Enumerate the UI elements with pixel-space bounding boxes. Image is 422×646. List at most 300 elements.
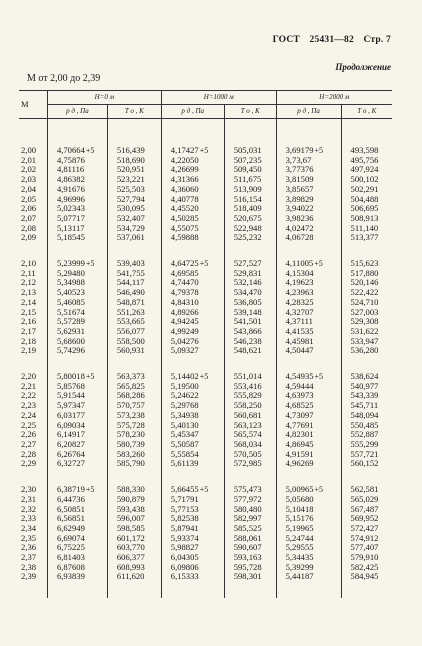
pressure-value: 5,40130 <box>170 419 199 430</box>
exponent-label <box>85 572 86 581</box>
temperature-cell: 560,152 <box>341 459 392 469</box>
pressure-value: 5,82538 <box>170 513 199 524</box>
exponent-label <box>199 204 200 213</box>
exponent-label <box>85 505 86 514</box>
exponent-label <box>314 337 315 346</box>
temperature-cell: 611,620 <box>107 572 161 582</box>
mach-cell: 2,03 <box>21 174 37 185</box>
exponent-label <box>85 233 86 242</box>
exponent-label <box>199 534 200 543</box>
temperature-cell: 493,598 <box>341 146 392 156</box>
spacer-cell <box>341 119 392 147</box>
exponent-label <box>314 382 315 391</box>
pressure-value: 5,39299 <box>285 561 314 572</box>
temperature-cell: 577,972 <box>224 495 276 505</box>
pressure-cell <box>161 233 224 243</box>
mach-cell: 2,04 <box>21 183 37 194</box>
spacer-cell <box>107 582 161 598</box>
pressure-value: 6,62949 <box>56 522 85 533</box>
exponent-label: +5 <box>314 485 324 495</box>
pressure-value: 4,19623 <box>285 277 314 288</box>
temperature-cell: 520,951 <box>107 165 161 175</box>
spacer-cell <box>107 356 161 372</box>
temperature-cell: 606,377 <box>107 553 161 563</box>
exponent-label: +5 <box>199 485 209 495</box>
mach-cell: 2,35 <box>21 532 37 543</box>
pressure-value: 5,23999 <box>56 258 85 269</box>
exponent-label <box>199 450 200 459</box>
pressure-value: 6,20827 <box>56 438 85 449</box>
pressure-value: 3,89829 <box>285 193 314 204</box>
pressure-value: 4,55075 <box>170 222 199 233</box>
exponent-label <box>314 543 315 552</box>
exponent-label <box>85 543 86 552</box>
pressure-value: 4,64725 <box>170 258 199 269</box>
exponent-label <box>314 165 315 174</box>
table-row <box>19 346 392 356</box>
temperature-cell: 565,574 <box>224 430 276 440</box>
exponent-label <box>85 269 86 278</box>
temperature-cell: 588,330 <box>107 485 161 495</box>
temperature-cell: 570,505 <box>224 450 276 460</box>
exponent-label <box>85 298 86 307</box>
exponent-label <box>314 298 315 307</box>
pressure-value: 4,31366 <box>170 174 199 185</box>
exponent-label: +5 <box>199 372 209 382</box>
temperature-cell: 517,880 <box>341 269 392 279</box>
spacer-cell <box>341 243 392 259</box>
exponent-label <box>84 165 85 174</box>
temperature-cell: 534,470 <box>224 288 276 298</box>
temperature-cell: 527,794 <box>107 195 161 205</box>
pressure-value: 5,19500 <box>170 380 199 391</box>
pressure-value: 3,85657 <box>285 183 314 194</box>
table-row <box>19 233 392 243</box>
pressure-value: 5,77153 <box>170 503 199 514</box>
pressure-value: 4,69585 <box>170 267 199 278</box>
exponent-label <box>314 401 315 410</box>
exponent-label <box>314 175 315 184</box>
exponent-label <box>199 288 200 297</box>
pressure-value: 5,85768 <box>56 380 85 391</box>
pressure-value: 4,45520 <box>170 203 199 214</box>
spacer-cell <box>341 469 392 485</box>
spacer-cell <box>107 243 161 259</box>
exponent-label <box>85 175 86 184</box>
temperature-cell: 536,805 <box>224 298 276 308</box>
pressure-value: 6,15333 <box>170 571 199 582</box>
pressure-value: 5,91544 <box>56 390 85 401</box>
temperature-cell: 579,910 <box>341 553 392 563</box>
temperature-cell: 520,675 <box>224 214 276 224</box>
mach-cell: 2,37 <box>21 552 37 563</box>
exponent-label <box>314 430 315 439</box>
pressure-value: 5,15176 <box>285 513 314 524</box>
mach-cell: 2,18 <box>21 335 37 346</box>
exponent-label <box>85 346 86 355</box>
pressure-value: 6,09806 <box>170 561 199 572</box>
pressure-value: 4,17427 <box>170 145 199 155</box>
temperature-cell: 507,235 <box>224 156 276 166</box>
exponent-label <box>199 440 200 449</box>
exponent-label <box>85 308 86 317</box>
exponent-label <box>199 401 200 410</box>
temperature-cell: 551,263 <box>107 308 161 318</box>
temperature-cell: 505,031 <box>224 146 276 156</box>
group-spacer <box>19 119 392 147</box>
pressure-cell <box>47 572 107 582</box>
spacer-cell <box>341 356 392 372</box>
exponent-label: +5 <box>199 146 209 155</box>
temperature-cell: 541,501 <box>224 317 276 327</box>
temperature-cell: 552,887 <box>341 430 392 440</box>
spacer-cell <box>107 119 161 147</box>
spacer-cell <box>276 582 341 598</box>
pressure-value: 4,77691 <box>285 419 314 430</box>
temperature-cell: 572,985 <box>224 459 276 469</box>
exponent-label <box>314 450 315 459</box>
temperature-cell: 585,525 <box>224 524 276 534</box>
pressure-value: 4,81116 <box>56 164 85 175</box>
exponent-label <box>85 195 86 204</box>
pressure-value: 4,15304 <box>285 267 314 278</box>
exponent-label <box>85 288 86 297</box>
mach-cell: 2,34 <box>21 522 37 533</box>
pressure-value: 5,29768 <box>170 400 199 411</box>
mach-cell: 2,19 <box>21 345 37 356</box>
spacer-cell <box>161 582 224 598</box>
spacer-cell <box>161 119 224 147</box>
spacer-cell <box>107 469 161 485</box>
temperature-cell: 531,622 <box>341 327 392 337</box>
exponent-label <box>199 563 200 572</box>
temperature-cell: 543,339 <box>341 391 392 401</box>
temperature-cell: 575,473 <box>224 485 276 495</box>
pressure-value: 4,50285 <box>170 212 199 223</box>
exponent-label <box>199 514 200 523</box>
temperature-cell: 524,710 <box>341 298 392 308</box>
exponent-label <box>85 514 86 523</box>
temperature-cell: 595,728 <box>224 563 276 573</box>
pressure-value: 4,45981 <box>285 335 314 346</box>
exponent-label <box>314 308 315 317</box>
exponent-label <box>85 204 86 213</box>
temperature-cell: 574,912 <box>341 534 392 544</box>
spacer-cell <box>276 243 341 259</box>
temperature-cell: 577,407 <box>341 543 392 553</box>
spacer-cell <box>19 582 47 598</box>
pressure-value: 4,96269 <box>285 458 314 469</box>
exponent-label <box>85 224 86 233</box>
mach-cell: 2,28 <box>21 448 37 459</box>
exponent-label <box>314 514 315 523</box>
exponent-label <box>199 185 200 194</box>
pressure-value: 5,87941 <box>170 522 199 533</box>
exponent-label <box>199 505 200 514</box>
exponent-label <box>314 346 315 355</box>
mach-cell: 2,02 <box>21 164 37 175</box>
pressure-cell <box>47 459 107 469</box>
temperature-cell: 570,757 <box>107 401 161 411</box>
pressure-value: 6,38719 <box>56 484 85 495</box>
temperature-cell: 590,607 <box>224 543 276 553</box>
exponent-label <box>85 185 86 194</box>
exponent-label <box>199 391 200 400</box>
table-row <box>19 459 392 469</box>
pressure-value: 4,26699 <box>170 164 199 175</box>
pressure-value: 3,69179 <box>285 145 314 155</box>
pressure-value: 5,07717 <box>56 212 85 223</box>
group-spacer <box>19 469 392 485</box>
pressure-value: 5,10418 <box>285 503 314 514</box>
mach-cell: 2,09 <box>21 232 37 243</box>
temperature-cell: 527,003 <box>341 308 392 318</box>
pressure-value: 5,40523 <box>56 287 85 298</box>
temperature-cell: 578,230 <box>107 430 161 440</box>
pressure-value: 4,11005 <box>285 258 314 269</box>
spacer-cell <box>224 119 276 147</box>
temperature-cell: 544,117 <box>107 278 161 288</box>
pressure-cell <box>276 233 341 243</box>
exponent-label <box>199 269 200 278</box>
spacer-cell <box>47 469 107 485</box>
temperature-cell: 558,250 <box>224 401 276 411</box>
pressure-value: 5,66455 <box>170 484 199 495</box>
pressure-value: 6,50851 <box>56 503 85 514</box>
exponent-label: +5 <box>314 146 324 155</box>
pressure-value: 3,73,67 <box>285 154 312 165</box>
temperature-cell: 533,947 <box>341 337 392 347</box>
exponent-label <box>85 440 86 449</box>
temperature-cell: 553,416 <box>224 382 276 392</box>
temperature-cell: 560,681 <box>224 411 276 421</box>
mach-cell: 2,13 <box>21 287 37 298</box>
pressure-value: 3,98236 <box>285 212 314 223</box>
temperature-cell: 563,123 <box>224 421 276 431</box>
pressure-value: 4,32707 <box>285 306 314 317</box>
exponent-label <box>314 214 315 223</box>
mach-cell: 2,30 <box>21 484 37 495</box>
pressure-value: 5,57289 <box>56 316 85 327</box>
temperature-cell: 580,739 <box>107 440 161 450</box>
temperature-cell: 534,729 <box>107 224 161 234</box>
temperature-cell: 518,690 <box>107 156 161 166</box>
pressure-value: 6,03177 <box>56 409 85 420</box>
pressure-value: 5,97347 <box>56 400 85 411</box>
continuation-label: Продолжение <box>335 62 391 72</box>
temperature-cell: 596,007 <box>107 514 161 524</box>
pressure-value: 6,75225 <box>56 542 85 553</box>
exponent-label <box>85 327 86 336</box>
mach-cell: 2,26 <box>21 429 37 440</box>
exponent-label <box>85 524 86 533</box>
exponent-label <box>85 337 86 346</box>
pressure-value: 5,46085 <box>56 296 85 307</box>
pressure-value: 5,98827 <box>170 542 199 553</box>
spacer-cell <box>224 356 276 372</box>
exponent-label <box>85 421 86 430</box>
pressure-value: 5,09327 <box>170 345 199 356</box>
temperature-cell: 511,140 <box>341 224 392 234</box>
exponent-label <box>313 317 314 326</box>
temperature-cell: 548,871 <box>107 298 161 308</box>
subheader-temperature: T о , К <box>224 105 276 119</box>
exponent-label <box>85 214 86 223</box>
exponent-label <box>199 543 200 552</box>
pressure-value: 5,45347 <box>170 429 199 440</box>
table-row <box>19 572 392 582</box>
spacer-cell <box>47 119 107 147</box>
pressure-value: 4,68525 <box>285 400 314 411</box>
temperature-cell: 500,102 <box>341 175 392 185</box>
temperature-cell: 560,931 <box>107 346 161 356</box>
temperature-cell: 495,756 <box>341 156 392 166</box>
exponent-label <box>314 195 315 204</box>
pressure-value: 5,50587 <box>170 438 199 449</box>
pressure-value: 3,81509 <box>285 174 314 185</box>
exponent-label <box>314 505 315 514</box>
mach-cell: 2,21 <box>21 380 37 391</box>
exponent-label: +5 <box>314 259 323 269</box>
temperature-cell: 522,422 <box>341 288 392 298</box>
temperature-cell: 539,148 <box>224 308 276 318</box>
temperature-cell: 556,077 <box>107 327 161 337</box>
temperature-cell: 590,879 <box>107 495 161 505</box>
pressure-value: 6,04305 <box>170 552 199 563</box>
pressure-value: 6,69074 <box>56 532 85 543</box>
temperature-cell: 539,403 <box>107 259 161 269</box>
temperature-cell: 529,831 <box>224 269 276 279</box>
temperature-cell: 543,866 <box>224 327 276 337</box>
temperature-cell: 580,480 <box>224 505 276 515</box>
temperature-cell: 497,924 <box>341 165 392 175</box>
temperature-cell: 565,029 <box>341 495 392 505</box>
mach-cell: 2,17 <box>21 325 37 336</box>
spacer-cell <box>276 119 341 147</box>
pressure-value: 5,51674 <box>56 306 85 317</box>
mach-cell: 2,12 <box>21 277 37 288</box>
mach-cell: 2,16 <box>21 316 37 327</box>
temperature-cell: 548,621 <box>224 346 276 356</box>
temperature-cell: 546,490 <box>107 288 161 298</box>
pressure-cell <box>276 459 341 469</box>
spacer-cell <box>224 243 276 259</box>
mach-cell: 2,10 <box>21 258 37 269</box>
exponent-label <box>199 430 200 439</box>
mach-cell: 2,29 <box>21 458 37 469</box>
pressure-value: 5,34938 <box>170 409 199 420</box>
temperature-cell: 565,825 <box>107 382 161 392</box>
pressure-value: 5,00965 <box>285 484 314 495</box>
temperature-cell: 538,624 <box>341 372 392 382</box>
exponent-label <box>314 269 315 278</box>
pressure-value: 5,34435 <box>285 552 314 563</box>
exponent-label <box>198 459 199 468</box>
spacer-cell <box>276 469 341 485</box>
exponent-label <box>85 156 86 165</box>
exponent-label <box>85 534 86 543</box>
pressure-value: 5,18545 <box>56 232 85 243</box>
spacer-cell <box>19 356 47 372</box>
subheader-pressure: р д , Па <box>47 105 107 119</box>
pressure-cell <box>47 346 107 356</box>
exponent-label <box>199 214 200 223</box>
temperature-cell: 513,909 <box>224 185 276 195</box>
temperature-cell: 541,755 <box>107 269 161 279</box>
exponent-label <box>314 553 315 562</box>
pressure-cell <box>161 346 224 356</box>
pressure-cell <box>161 459 224 469</box>
pressure-value: 5,14402 <box>170 371 199 382</box>
temperature-cell: 583,260 <box>107 450 161 460</box>
pressure-value: 4,54935 <box>285 371 314 382</box>
exponent-label <box>199 337 200 346</box>
temperature-cell: 601,172 <box>107 534 161 544</box>
temperature-cell: 516,439 <box>107 146 161 156</box>
pressure-value: 5,19965 <box>285 522 314 533</box>
pressure-value: 5,44187 <box>285 571 314 582</box>
pressure-value: 5,74296 <box>56 345 85 356</box>
pressure-value: 4,41535 <box>285 325 314 336</box>
exponent-label <box>85 382 86 391</box>
pressure-value: 4,40778 <box>170 193 199 204</box>
pressure-value: 4,96996 <box>56 193 85 204</box>
exponent-label <box>85 563 86 572</box>
standard-label: ГОСТ <box>272 35 300 45</box>
pressure-value: 6,56851 <box>56 513 85 524</box>
standard-number: 25431—82 <box>309 35 354 45</box>
page-number: Стр. 7 <box>363 35 391 45</box>
exponent-label <box>199 278 200 287</box>
temperature-cell: 515,623 <box>341 259 392 269</box>
exponent-label <box>199 175 200 184</box>
pressure-value: 4,22050 <box>170 154 199 165</box>
spacer-cell <box>224 469 276 485</box>
exponent-label <box>85 495 86 504</box>
subheader-temperature: T о , К <box>107 105 161 119</box>
pressure-value: 3,77376 <box>285 164 314 175</box>
exponent-label <box>85 430 86 439</box>
spacer-cell <box>47 582 107 598</box>
pressure-value: 6,44736 <box>56 493 85 504</box>
subheader-pressure: р д , Па <box>161 105 224 119</box>
temperature-cell: 558,500 <box>107 337 161 347</box>
pressure-value: 4,23963 <box>285 287 314 298</box>
pressure-value: 4,37111 <box>285 316 313 327</box>
temperature-cell: 518,409 <box>224 204 276 214</box>
temperature-cell: 520,146 <box>341 278 392 288</box>
exponent-label <box>85 553 86 562</box>
pressure-value: 5,24622 <box>170 390 199 401</box>
pressure-value: 4,02472 <box>285 222 314 233</box>
pressure-value: 5,93374 <box>170 532 199 543</box>
mach-cell: 2,39 <box>21 571 37 582</box>
exponent-label <box>314 411 315 420</box>
mach-cell: 2,20 <box>21 371 37 382</box>
mach-cell: 2,00 <box>21 145 37 155</box>
temperature-cell: 545,711 <box>341 401 392 411</box>
pressure-value: 5,62931 <box>56 325 85 336</box>
column-header-h2000: H=2000 м <box>276 91 392 105</box>
temperature-cell: 575,728 <box>107 421 161 431</box>
exponent-label <box>314 204 315 213</box>
temperature-cell: 593,163 <box>224 553 276 563</box>
exponent-label <box>199 308 200 317</box>
pressure-value: 5,34988 <box>56 277 85 288</box>
spacer-cell <box>161 243 224 259</box>
spacer-cell <box>341 582 392 598</box>
exponent-label <box>85 450 86 459</box>
